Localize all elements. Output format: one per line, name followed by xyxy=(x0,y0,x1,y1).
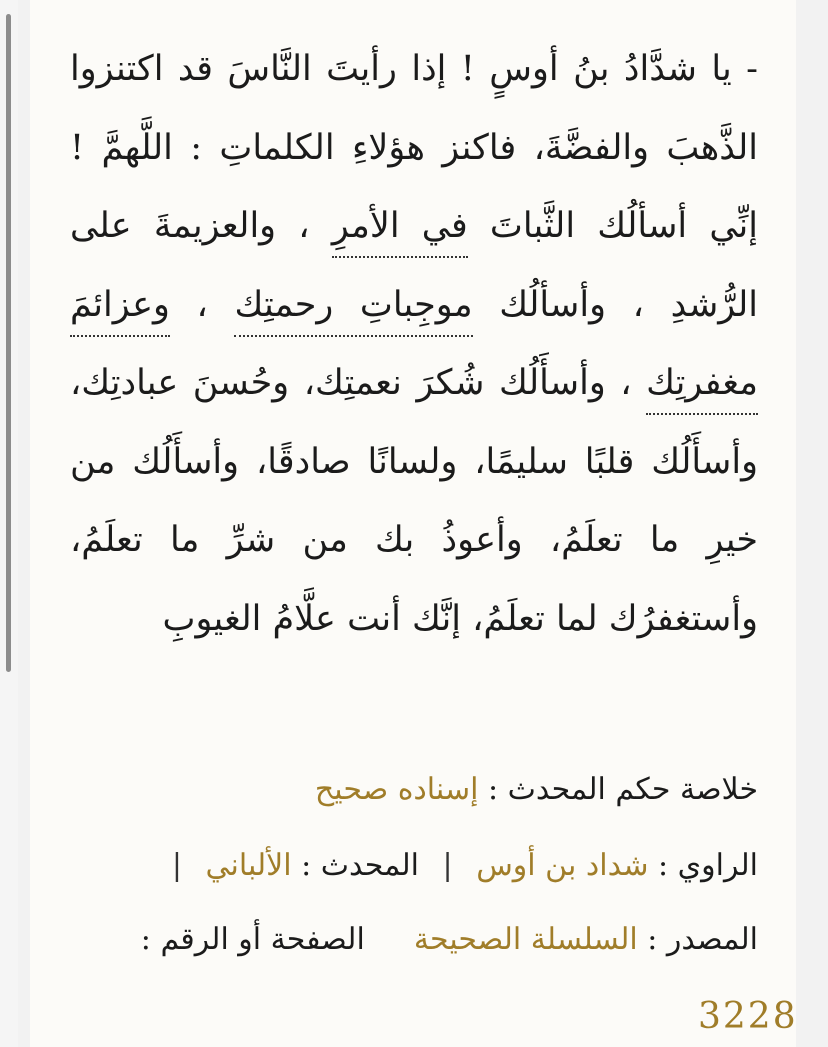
source-value[interactable]: السلسلة الصحيحة xyxy=(413,922,638,957)
source-row xyxy=(70,922,758,957)
narrator-label: الراوي : xyxy=(658,848,758,883)
ruling-label: خلاصة حكم المحدث : xyxy=(488,772,758,807)
scholar-value[interactable]: الألباني xyxy=(205,848,292,883)
glossary-term-fi-al-amr[interactable]: في الأمرِ xyxy=(332,206,468,258)
separator: | xyxy=(442,848,453,883)
ruling-value[interactable]: إسناده صحيح xyxy=(314,772,479,807)
hadith-text-part-4: ، وأسأَلُك شُكرَ نعمتِك، وحُسنَ عبادتِك، وأسأَلُك قلبًا سليمًا، ولسانًا صادقًا، وأسأَلُك من خيرِ ما تعلَمُ، وأعوذُ بك من شرِّ ما تعلَمُ، وأستغفرُك لما تعلَمُ، إنَّك أنت علَّامُ الغيوبِ xyxy=(70,363,758,639)
hadith-text-part-2: ، والعزيمةَ على الرُّشدِ ، وأسألُك xyxy=(70,206,758,325)
hadith-text-part-3: ، xyxy=(169,284,235,325)
page-number-value: 3228 xyxy=(698,996,798,1037)
narrator-row xyxy=(70,848,758,883)
separator: | xyxy=(171,848,182,883)
hadith-text xyxy=(70,30,758,658)
hadith-text-part-1: - يا شدَّادُ بنُ أوسٍ ! إذا رأيتَ النَّاسَ قد اكتنزوا الذَّهبَ والفضَّةَ، فاكنز هؤلاءِ الكلماتِ : اللَّهمَّ ! إنِّي أسألُك الثَّباتَ xyxy=(70,49,758,246)
glossary-term-mujibat-rahmatik[interactable]: موجِباتِ رحمتِك xyxy=(234,285,472,337)
glossary-term-azaim-maghfiratik[interactable]: وعزائمَ مغفرتِك xyxy=(70,285,758,416)
source-label: المصدر : xyxy=(647,922,758,957)
ruling-row xyxy=(70,772,758,807)
scrollbar-track[interactable] xyxy=(0,0,18,1047)
narrator-value[interactable]: شداد بن أوس xyxy=(476,848,649,883)
scholar-label: المحدث : xyxy=(301,848,419,883)
scrollbar-thumb[interactable] xyxy=(6,14,11,672)
hadith-card xyxy=(30,0,796,1047)
page-number-label: الصفحة أو الرقم : xyxy=(140,922,365,957)
